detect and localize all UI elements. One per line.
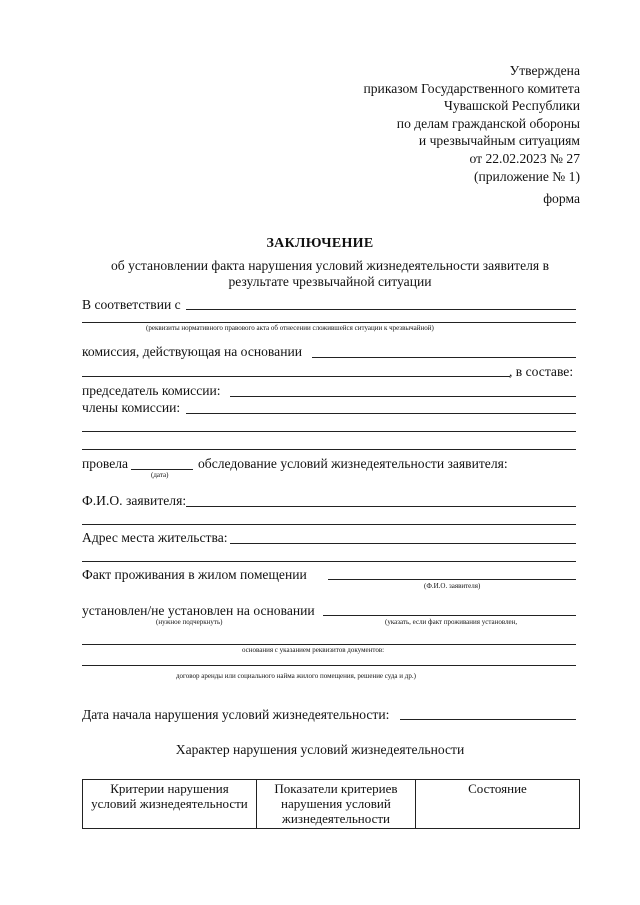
residence-fact-field[interactable] bbox=[328, 579, 576, 580]
approval-line: и чрезвычайным ситуациям bbox=[418, 133, 580, 149]
basis-field-3[interactable] bbox=[82, 665, 576, 666]
composition-label: , в составе: bbox=[509, 364, 574, 379]
underline-hint: (нужное подчеркнуть) bbox=[156, 618, 223, 626]
inspection-date-field[interactable] bbox=[131, 469, 193, 470]
approval-line: приказом Государственного комитета bbox=[363, 80, 580, 96]
basis-hint-3: договор аренды или социального найма жилого помещения, решение суда и др.) bbox=[176, 672, 416, 680]
table-header-row bbox=[83, 780, 580, 829]
table-header-cell: Критерии нарушения условий жизнедеятельности bbox=[83, 780, 257, 829]
basis-field-2[interactable] bbox=[82, 644, 576, 645]
inspection-label: обследование условий жизнедеятельности заявителя: bbox=[198, 456, 508, 471]
approval-line: Чувашской Республики bbox=[444, 98, 580, 114]
members-label: члены комиссии: bbox=[82, 400, 181, 415]
accordance-hint: (реквизиты нормативного правового акта об отнесении сложившейся ситуации к чрезвычайной) bbox=[146, 324, 434, 332]
basis-hint-2: основания с указанием реквизитов документов: bbox=[242, 646, 385, 654]
commission-label: комиссия, действующая на основании bbox=[82, 344, 303, 359]
section-title: Характер нарушения условий жизнедеятельности bbox=[175, 742, 465, 757]
commission-basis-field-2[interactable] bbox=[82, 376, 510, 377]
established-basis-field[interactable] bbox=[323, 615, 576, 616]
address-field[interactable] bbox=[230, 543, 576, 544]
commission-basis-field[interactable] bbox=[312, 357, 576, 358]
applicant-name-field-2[interactable] bbox=[82, 524, 576, 525]
form-label: форма bbox=[543, 191, 580, 206]
start-date-label: Дата начала нарушения условий жизнедеятельности: bbox=[82, 707, 390, 722]
accordance-field-2[interactable] bbox=[82, 322, 576, 323]
table-header-cell: Показатели критериев нарушения условий жизнедеятельности bbox=[256, 780, 415, 829]
basis-hint: (указать, если факт проживания установлен, bbox=[385, 618, 518, 626]
established-label: установлен/не установлен на основании bbox=[82, 603, 315, 618]
address-label: Адрес места жительства: bbox=[82, 530, 228, 545]
accordance-field[interactable] bbox=[186, 309, 576, 310]
approval-line: (приложение № 1) bbox=[473, 168, 580, 184]
approval-block bbox=[363, 62, 580, 185]
residence-fact-label: Факт проживания в жилом помещении bbox=[82, 567, 307, 582]
start-date-field[interactable] bbox=[400, 719, 576, 720]
approval-line: от 22.02.2023 № 27 bbox=[469, 150, 580, 166]
applicant-name-label: Ф.И.О. заявителя: bbox=[82, 493, 187, 508]
document-title: ЗАКЛЮЧЕНИЕ bbox=[266, 236, 374, 251]
date-hint: (дата) bbox=[151, 471, 169, 479]
criteria-table bbox=[82, 779, 580, 829]
members-field[interactable] bbox=[186, 413, 576, 414]
applicant-name-field[interactable] bbox=[186, 506, 576, 507]
accordance-label: В соответствии с bbox=[82, 297, 181, 312]
applicant-hint: (Ф.И.О. заявителя) bbox=[424, 582, 481, 590]
chairman-field[interactable] bbox=[230, 396, 576, 397]
members-field-3[interactable] bbox=[82, 449, 576, 450]
document-subtitle: об установлении факта нарушения условий жизнедеятельности заявителя в результате чрезвычайной ситуации bbox=[110, 258, 549, 289]
conducted-label: провела bbox=[82, 456, 129, 471]
members-field-2[interactable] bbox=[82, 431, 576, 432]
table-header-cell: Состояние bbox=[415, 780, 579, 829]
approval-line: Утверждена bbox=[509, 63, 580, 78]
approval-line: по делам гражданской обороны bbox=[396, 115, 580, 131]
chairman-label: председатель комиссии: bbox=[82, 383, 221, 398]
address-field-2[interactable] bbox=[82, 561, 576, 562]
